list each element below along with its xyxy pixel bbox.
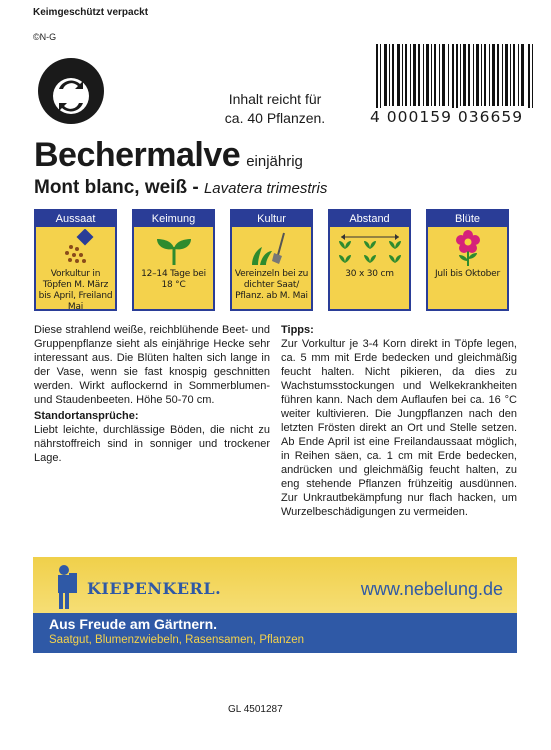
description-column <box>34 323 270 465</box>
annual-label: einjährig <box>246 153 303 170</box>
badge-label: Blüte <box>428 211 507 227</box>
shovel-plant-icon <box>232 227 311 269</box>
badge-bluete <box>426 209 509 311</box>
location-text: Liebt leichte, durchlässige Böden, die nicht zu nährstoffreich sind in sonniger und trockener Lage. <box>34 424 270 464</box>
kiepenkerl-figure-icon <box>49 563 79 611</box>
badge-keimung <box>132 209 215 311</box>
badge-label: Abstand <box>330 211 409 227</box>
product-title <box>34 136 303 175</box>
badge-label: Aussaat <box>36 211 115 227</box>
tips-column <box>281 323 517 519</box>
tips-header: Tipps: <box>281 324 314 336</box>
badge-abstand <box>328 209 411 311</box>
website-link[interactable]: www.nebelung.de <box>360 579 503 599</box>
article-code: GL 4501287 <box>228 704 283 715</box>
badge-text: Juli bis Oktober <box>434 269 501 279</box>
badge-label: Keimung <box>134 211 213 227</box>
badge-text: Vereinzeln bei zu dichter Saat/ Pflanz. ab M. Mai <box>234 269 309 301</box>
badge-text: Vorkultur in Töpfen M. März bis April, Freiland Mai <box>38 269 113 312</box>
sprout-icon <box>134 227 213 269</box>
copyright: ©N-G <box>33 32 57 42</box>
product-subtitle <box>34 177 327 199</box>
location-header: Standortansprüche: <box>34 410 139 422</box>
slogan: Aus Freude am Gärtnern. <box>49 616 218 632</box>
content-info <box>200 90 350 128</box>
description-text: Diese strahlend weiße, reichblühende Beet- und Gruppenpflanze sieht als einjährige Hecke sehr interessant aus. Die Blüten halten sich lange in der Vase, wenn sie fast knospig geschnitten werden. Wirkt auflockernd in Sommerblumen- und Staudenbeeten. Höhe 50-70 cm. <box>34 324 270 406</box>
badge-text: 30 x 30 cm <box>345 269 394 279</box>
product-list: Saatgut, Blumenzwiebeln, Rasensamen, Pflanzen <box>49 634 305 646</box>
badge-text: 12–14 Tage bei 18 °C <box>141 269 206 290</box>
banner-top <box>33 557 517 613</box>
barcode <box>370 44 540 116</box>
content-line-1: Inhalt reicht für <box>228 91 322 107</box>
flower-icon <box>428 227 507 269</box>
gruener-punkt-logo <box>36 56 106 126</box>
product-name: Bechermalve <box>34 136 241 174</box>
brand-banner <box>33 557 517 653</box>
content-line-2: ca. 40 Pflanzen. <box>224 110 326 126</box>
protected-note: Keimgeschützt verpackt <box>33 7 149 18</box>
variety-name: Mont blanc, weiß - <box>34 177 199 198</box>
badge-aussaat <box>34 209 117 311</box>
barcode-number: 4 000159 036659 <box>370 108 540 126</box>
badge-label: Kultur <box>232 211 311 227</box>
latin-name: Lavatera trimestris <box>203 180 328 197</box>
spacing-icon <box>330 227 409 269</box>
seed-icon <box>36 227 115 269</box>
badge-kultur <box>230 209 313 311</box>
brand-name: KIEPENKERL. <box>87 579 222 598</box>
tips-text: Zur Vorkultur je 3-4 Korn direkt in Töpfe legen, ca. 5 mm mit Erde bedecken und gleichmäßig feucht halten. Nicht pikieren, da dies zu Wachstumsstockungen und Welkekrankheiten führen kann. Nach dem Auflaufen bei ca. 16 °C weiter kultivieren. Die Jungpflanzen nach den letzten Frösten direkt an Ort und Stelle setzen. Ab Ende April ist eine Freilandaussaat möglich, in Reihen säen, ca. 1 cm mit Erde bedecken, andrücken und gleichmäßig feucht halten, zu eng stehende Pflanzen frühzeitig ausdünnen. Zur Unkrautbekämpfung nur flach hacken, um Wurzelbeschädigungen zu vermeiden. <box>281 338 517 518</box>
